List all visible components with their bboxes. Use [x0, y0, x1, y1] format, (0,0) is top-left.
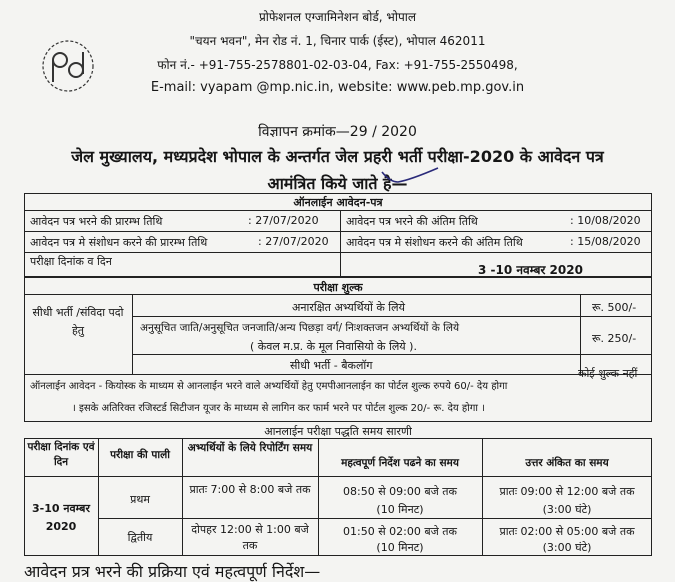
notice-number: विज्ञापन क्रमांक—29 / 2020 [258, 124, 417, 140]
end-date-value: : 10/08/2020 [570, 214, 641, 227]
org-email-website: E-mail: vyapam @mp.nic.in, website: www.peb.mp.gov.in [150, 80, 525, 95]
shift-1-answer: प्रातः 09:00 से 12:00 बजे तक [499, 485, 635, 498]
start-date-value: : 27/07/2020 [248, 214, 319, 227]
reserved-fee: रू. 250/- [592, 332, 637, 345]
header-reporting-time: अभ्यर्थियों के लिये रिपोर्टिंग समय [187, 442, 313, 454]
unreserved-label: अनारक्षित अभ्यर्थियों के लिये [292, 301, 405, 314]
handwritten-tick-icon [380, 166, 440, 188]
edit-end-label: आवेदन पत्र मे संशोधन करने की अंतिम तिथि [346, 236, 523, 249]
header-shift: परीक्षा की पाली [110, 449, 170, 461]
shift-1: प्रथम [130, 493, 150, 506]
edit-start-label: आवेदन पत्र मे संशोधन करने की प्रारम्भ तिथि [30, 236, 208, 249]
unreserved-fee: रू. 500/- [592, 301, 637, 314]
exam-date-value: 3 -10 नवम्बर 2020 [478, 263, 583, 277]
shift-1-answer-duration: (3:00 घंटे) [542, 503, 592, 516]
backlog-label: सीधी भर्ती - बैकलॉग [290, 359, 373, 372]
fee-note-line1: ऑनलाईन आवेदन - कियोस्क के माध्यम से आनलाईन भरने वाले अभ्यर्थियों हेतु एमपीआनलाईन का पोर्टल शुल्क रुपये 60/- देय होगा [30, 381, 508, 392]
reserved-note: ( केवल म.प्र. के मूल निवासियो के लिये ). [250, 340, 417, 353]
header-instructions-time: महत्वपूर्ण निर्देश पढने का समय [341, 457, 459, 469]
header-exam-date: परीक्षा दिनांक एवं दिन [27, 441, 95, 468]
fees-category: सीधी भर्ती /संविदा पदो हेतु [32, 306, 124, 337]
shift-2-answer-duration: (3:00 घंटे) [542, 541, 592, 554]
shift-2: द्वितीय [127, 531, 153, 544]
shift-1-reporting: प्रातः 7:00 से 8:00 बजे तक [189, 483, 311, 496]
start-date-label: आवेदन पत्र भरने की प्रारम्भ तिथि [30, 215, 163, 228]
shift-2-instructions-duration: (10 मिनट) [376, 541, 424, 554]
edit-end-value: : 15/08/2020 [570, 235, 641, 248]
online-form-title: ऑनलाईन आवेदन-पत्र [293, 196, 383, 209]
shift-1-instructions: 08:50 से 09:00 बजे तक [343, 485, 457, 498]
shift-1-instructions-duration: (10 मिनट) [376, 503, 424, 516]
schedule-title: आनलाईन परीक्षा पद्धति समय सारणी [264, 425, 412, 438]
header-answer-time: उत्तर अंकित का समय [525, 457, 609, 469]
fee-note-line2: । इसके अतिरिक्त रजिस्टर्ड सिटीजन यूजर के माध्यम से लागिन कर फार्म भरने पर पोर्टल शुल्क 20/- रू. देय होगा । [72, 403, 485, 414]
shift-2-instructions: 01:50 से 02:00 बजे तक [343, 525, 457, 538]
footer-heading: आवेदन प्रत्र भरने की प्रक्रिया एवं महत्वपूर्ण निर्देश— [24, 562, 321, 581]
org-address: "चयन भवन", मेन रोड नं. 1, चिनार पार्क (ईस्ट), भोपाल 462011 [189, 34, 486, 48]
reserved-label: अनुसूचित जाति/अनुसूचित जनजाति/अन्य पिछड़ा वर्ग/ निःशक्तजन अभ्यर्थियों के लिये [140, 322, 460, 334]
org-name: प्रोफेशनल एग्जामिनेशन बोर्ड, भोपाल [258, 10, 417, 24]
shift-2-answer: प्रातः 02:00 से 05:00 बजे तक [499, 525, 635, 538]
exam-date-label: परीक्षा दिनांक व दिन [30, 255, 112, 268]
fees-title: परीक्षा शुल्क [313, 281, 363, 294]
notice-subtitle: आमंत्रित किये जाते है— [267, 174, 408, 193]
end-date-label: आवेदन पत्र भरने की अंतिम तिथि [346, 215, 478, 228]
notice-title: जेल मुख्यालय, मध्यप्रदेश भोपाल के अन्तर्गत जेल प्रहरी भर्ती परीक्षा-2020 के आवेदन पत्र [71, 147, 604, 166]
shift-2-reporting: दोपहर 12:00 से 1:00 बजे तक [191, 523, 309, 552]
schedule-exam-date: 3-10 नवम्बर 2020 [32, 502, 90, 533]
org-phone: फोन नं.- +91-755-2578801-02-03-04, Fax: +91-755-2550498, [157, 58, 518, 72]
edit-start-value: : 27/07/2020 [258, 235, 329, 248]
backlog-fee: कोई शुल्क नहीं [578, 367, 638, 380]
